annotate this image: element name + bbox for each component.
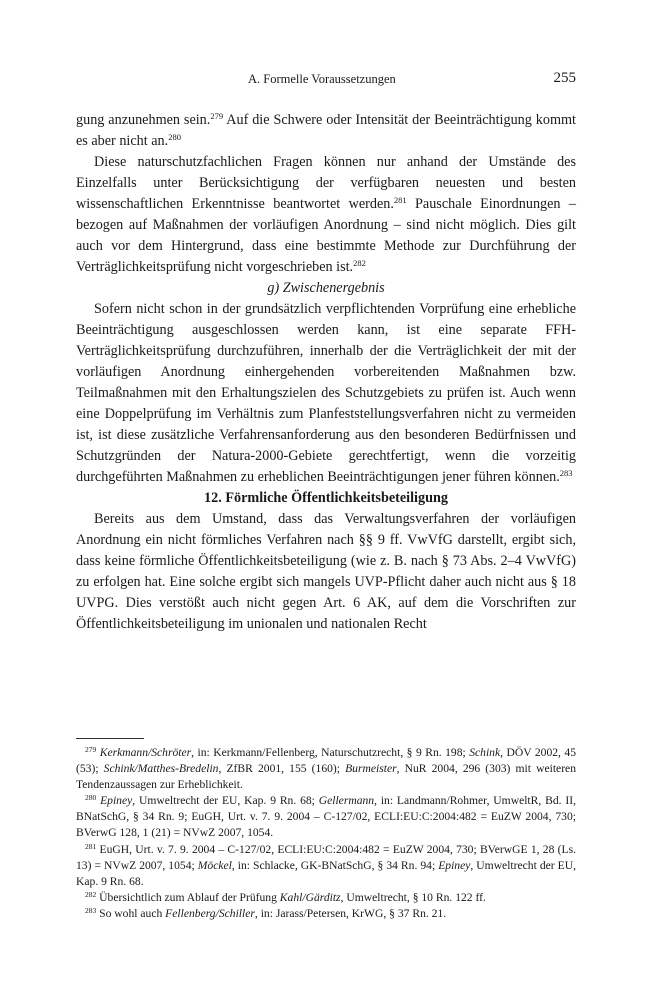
- body-text: [76, 110, 576, 635]
- footnote-ref[interactable]: 281: [393, 195, 407, 205]
- page-number: 255: [553, 70, 576, 86]
- cited-author: Schink: [469, 746, 501, 759]
- footnote-text: Übersichtlich zum Ablauf der Prüfung: [99, 890, 280, 904]
- footnote-text: , in: Jarass/Petersen, KrWG, § 37 Rn. 21.: [254, 906, 447, 920]
- paragraph: Diese naturschutzfachlichen Fragen können nur anhand der Umstände des Einzelfalls unter Berücksichtigung der verfügbaren neuesten und besten wissenschaftlichen Erkenntnisse beantwortet werden.$^{281}$ Pauschale Einordnungen – bezogen auf Maßnahmen der vorläufigen Anordnung – sind nicht möglich. Dies gilt auch vor dem Hintergrund, dass eine bestimmte Methode zur Durchführung der Verträglichkeitsprüfung nicht vorgeschrieben ist.$^{282}$: [76, 154, 577, 275]
- cited-author: Epiney: [438, 858, 471, 872]
- footnote-text: , Umweltrecht der EU, Kap. 9 Rn. 68;: [132, 794, 319, 808]
- footnotes: [76, 745, 576, 922]
- footnote-text: , in: Landmann/Rohmer, UmweltR, Bd. II, BNatSchG, § 34 Rn. 9; EuGH, Urt. v. 7. 9. 2004 – C-127/02, ECLI:EU:C:2004:482 = EuZW 2004, 730; BVerwG 128, 1 (21) = NVwZ 2007, 1054.: [76, 794, 576, 840]
- footnote-text: , Umweltrecht, § 10 Rn. 122 ff.: [340, 890, 486, 904]
- footnote-282: [76, 890, 576, 906]
- footnote-number: 280: [85, 793, 97, 803]
- footnote-text: EuGH, Urt. v. 7. 9. 2004 – C-127/02, ECLI:EU:C:2004:482 = EuZW 2004, 730; BVerwGE 1, 28 (Ls. 13) = NVwZ 2007, 1054;: [76, 842, 576, 872]
- cited-author: Epiney: [100, 794, 133, 808]
- paragraph: Sofern nicht schon in der grundsätzlich verpflichtenden Vorprüfung eine erhebliche Beeinträchtigung ausgeschlossen werden kann, ist eine separate FFH-Verträglichkeitsprüfung durchzuführen, innerhalb der die Verträglichkeit der mit der vorläufigen Anordnung einhergehenden vorbereitenden Maßnahmen bzw. Teilmaßnahmen mit den Erhaltungszielen des Schutzgebiets zu prüfen ist. Auch wenn eine Doppelprüfung im Verhältnis zum Planfeststellungsverfahren nicht zu vermeiden ist, ist diese zusätzliche Verfahrensanforderung aus den besonderen Bedürfnissen und Schutzgründen der Natura-2000-Gebiete gerechtfertigt, wenn die vorzeitig durchgeführten Maßnahmen zu erheblichen Beeinträchtigungen jener führen können.$^{283}$: [76, 301, 576, 485]
- cited-author: Möckel: [197, 858, 232, 872]
- footnote-280: [76, 793, 576, 841]
- footnote-text: , ZfBR 2001, 155 (160);: [218, 762, 346, 776]
- cited-author: Gellermann: [318, 794, 375, 808]
- footnote-number: 282: [85, 889, 97, 899]
- footnote-ref[interactable]: 280: [168, 132, 181, 142]
- cited-author: Kerkmann/Schröter: [99, 746, 192, 759]
- footnote-279: [76, 745, 576, 793]
- subsection-heading: g) Zwischenergebnis: [267, 280, 385, 296]
- running-title: A. Formelle Voraussetzungen: [248, 72, 396, 86]
- running-header: [76, 70, 576, 90]
- footnote-ref[interactable]: 283: [559, 468, 573, 478]
- cited-author: Fellenberg/Schiller: [165, 906, 255, 920]
- footnote-text: , Umweltrecht der EU, Kap. 9 Rn. 68.: [76, 858, 576, 888]
- section-heading: 12. Förmliche Öffentlichkeitsbeteiligung: [204, 490, 448, 506]
- cited-author: Burmeister: [345, 762, 397, 776]
- cited-author: Schink/Matthes-Bredelin: [103, 762, 219, 776]
- footnote-text: , DÖV 2002, 45 (53);: [76, 746, 576, 776]
- paragraph: gung anzunehmen sein.$^{279}$ Auf die Schwere oder Intensität der Beeinträchtigung kommt es aber nicht an.$^{280}$: [76, 111, 576, 149]
- footnote-text: So wohl auch: [99, 906, 166, 920]
- footnote-number: 279: [85, 745, 97, 754]
- footnote-divider: [76, 738, 144, 739]
- footnote-281: [76, 842, 576, 890]
- footnote-number: 281: [85, 841, 97, 851]
- footnote-text: , NuR 2004, 296 (303) mit weiteren Tendenzaussagen zur Erheblichkeit.: [76, 762, 576, 792]
- paragraph: Bereits aus dem Umstand, dass das Verwaltungsverfahren der vorläufigen Anordnung ein nicht förmliches Verfahren nach §§ 9 ff. VwVfG darstellt, ergibt sich, dass keine förmliche Öffentlichkeitsbeteiligung (wie z. B. nach § 73 Abs. 2–4 VwVfG) zu erfolgen hat. Eine solche ergibt sich mangels UVP-Pflicht daher auch nicht aus § 18 UVPG. Dies verstößt auch nicht gegen Art. 6 AK, auf dem die Vorschriften zur Öffentlichkeitsbeteiligung im unionalen und nationalen Recht: [76, 511, 576, 632]
- footnote-ref[interactable]: 282: [353, 258, 366, 268]
- cited-author: Kahl/Gärditz: [279, 890, 341, 904]
- footnote-ref[interactable]: 279: [210, 111, 224, 121]
- footnote-number: 283: [85, 905, 97, 915]
- footnote-text: , in: Schlacke, GK-BNatSchG, § 34 Rn. 94;: [231, 858, 439, 872]
- footnote-text: , in: Kerkmann/Fellenberg, Naturschutzrecht, § 9 Rn. 198;: [191, 746, 470, 759]
- footnote-283: [76, 906, 576, 922]
